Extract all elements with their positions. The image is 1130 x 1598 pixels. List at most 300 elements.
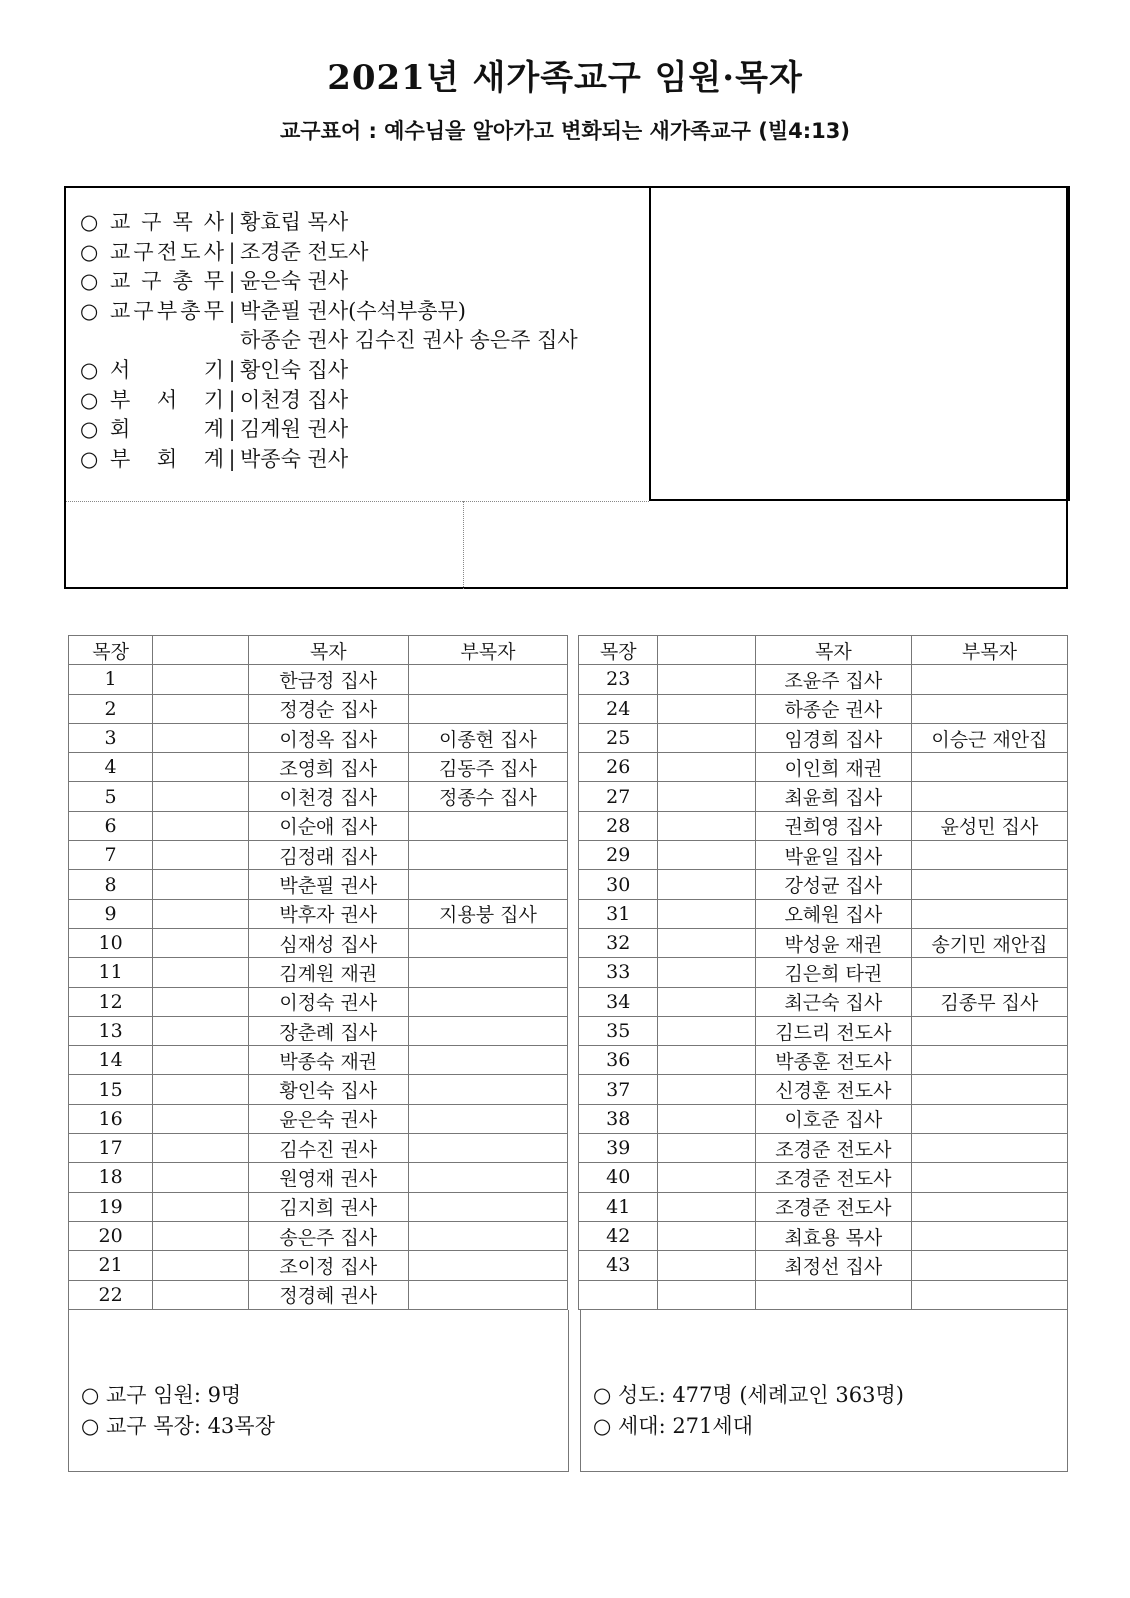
role-char: 무: [203, 298, 224, 323]
blank-cell: [153, 1163, 248, 1192]
leader-cell: 이순애 집사: [248, 811, 408, 840]
assistant-cell: [408, 928, 567, 957]
assistant-cell: [408, 1075, 567, 1104]
assistant-cell: 정종수 집사: [408, 782, 567, 811]
leader-cell: 김은희 타권: [755, 958, 911, 987]
role-char: 기: [203, 357, 224, 382]
leader-cell: 임경희 집사: [755, 723, 911, 752]
officer-name: 윤은숙 권사: [240, 269, 349, 294]
group-number: 26: [579, 753, 658, 782]
group-number: 27: [579, 782, 658, 811]
table-header-row: [69, 636, 1068, 665]
group-number: 35: [579, 1016, 658, 1045]
column-gap: [567, 636, 578, 665]
assistant-cell: [911, 1104, 1067, 1133]
assistant-cell: 윤성민 집사: [911, 811, 1067, 840]
assistant-cell: 이승근 재안집: [911, 723, 1067, 752]
role-char: 총: [180, 298, 201, 323]
blank-cell: [658, 1192, 756, 1221]
officer-row: [80, 445, 578, 475]
table-row: [69, 753, 1068, 782]
leader-cell: [755, 1280, 911, 1309]
group-number: 40: [579, 1163, 658, 1192]
leader-cell: 김드리 전도사: [755, 1016, 911, 1045]
column-gap: [567, 1251, 578, 1280]
table-row: [69, 928, 1068, 957]
column-gap: [567, 665, 578, 694]
blank-cell: [153, 811, 248, 840]
header-blank: [153, 636, 248, 665]
role-char: 구: [141, 269, 162, 294]
blank-cell: [153, 1046, 248, 1075]
table-row: [69, 723, 1068, 752]
column-gap: [567, 1075, 578, 1104]
role-char: 구: [133, 298, 154, 323]
group-number: 7: [69, 841, 153, 870]
assistant-cell: [911, 694, 1067, 723]
table-row: [69, 1280, 1068, 1309]
assistant-cell: [408, 987, 567, 1016]
group-leader-table: [68, 635, 1068, 1310]
assistant-cell: [408, 841, 567, 870]
assistant-cell: [408, 694, 567, 723]
table-row: [69, 665, 1068, 694]
role-separator: |: [228, 387, 236, 412]
leader-cell: 황인숙 집사: [248, 1075, 408, 1104]
group-number: 33: [579, 958, 658, 987]
officer-name: 조경준 전도사: [240, 239, 369, 264]
assistant-cell: [408, 665, 567, 694]
blank-cell: [658, 753, 756, 782]
group-number: [579, 1280, 658, 1309]
officer-name: 하종순 권사 김수진 권사 송은주 집사: [240, 328, 578, 353]
blank-cell: [153, 782, 248, 811]
leader-cell: 조영희 집사: [248, 753, 408, 782]
assistant-cell: [408, 1046, 567, 1075]
officer-role: [110, 415, 224, 445]
column-gap: [567, 723, 578, 752]
group-number: 18: [69, 1163, 153, 1192]
leader-cell: 장춘례 집사: [248, 1016, 408, 1045]
assistant-cell: 지용붕 집사: [408, 899, 567, 928]
leader-cell: 이천경 집사: [248, 782, 408, 811]
circle-bullet-icon: ○: [80, 446, 99, 471]
leader-cell: 이정숙 권사: [248, 987, 408, 1016]
officer-role: [110, 208, 224, 238]
role-char: 서: [110, 357, 131, 382]
group-number: 5: [69, 782, 153, 811]
column-gap: [567, 928, 578, 957]
group-number: 19: [69, 1192, 153, 1221]
leader-cell: 조경준 전도사: [755, 1192, 911, 1221]
column-gap: [567, 1280, 578, 1309]
table-row: [69, 1016, 1068, 1045]
table-row: [69, 899, 1068, 928]
group-number: 34: [579, 987, 658, 1016]
leader-cell: 원영재 권사: [248, 1163, 408, 1192]
leader-cell: 김수진 권사: [248, 1134, 408, 1163]
table-row: [69, 1046, 1068, 1075]
role-char: 목: [172, 210, 193, 234]
group-number: 8: [69, 870, 153, 899]
assistant-cell: [911, 665, 1067, 694]
table-row: [69, 841, 1068, 870]
divider: [66, 501, 649, 502]
assistant-cell: 송기민 재안집: [911, 928, 1067, 957]
summary-officers: ○ 교구 임원: 9명: [81, 1383, 242, 1407]
group-number: 38: [579, 1104, 658, 1133]
assistant-cell: [911, 1134, 1067, 1163]
role-char: 구: [141, 210, 162, 234]
group-number: 15: [69, 1075, 153, 1104]
officer-role: [110, 267, 224, 297]
officer-name: 황인숙 집사: [240, 357, 349, 382]
group-number: 2: [69, 694, 153, 723]
leader-cell: 박후자 권사: [248, 899, 408, 928]
role-char: 회: [156, 446, 178, 471]
blank-cell: [658, 1075, 756, 1104]
table-row: [69, 1075, 1068, 1104]
group-number: 4: [69, 753, 153, 782]
summary-groups: ○ 교구 목장: 43목장: [81, 1414, 275, 1438]
blank-cell: [153, 987, 248, 1016]
assistant-cell: 김종무 집사: [911, 987, 1067, 1016]
officer-name: 황효립 목사: [240, 210, 349, 234]
leader-cell: 박춘필 권사: [248, 870, 408, 899]
group-number: 22: [69, 1280, 153, 1309]
role-char: 부: [110, 446, 131, 471]
column-gap: [567, 1192, 578, 1221]
column-gap: [567, 1046, 578, 1075]
blank-cell: [153, 928, 248, 957]
assistant-cell: [408, 1163, 567, 1192]
role-char: 회: [110, 417, 131, 442]
leader-cell: 강성균 집사: [755, 870, 911, 899]
leader-cell: 한금정 집사: [248, 665, 408, 694]
officer-row: [80, 356, 578, 386]
group-number: 14: [69, 1046, 153, 1075]
role-char: 사: [203, 239, 224, 264]
officer-name: 이천경 집사: [240, 387, 349, 412]
column-gap: [567, 841, 578, 870]
leader-cell: 조경준 전도사: [755, 1134, 911, 1163]
assistant-cell: [911, 1016, 1067, 1045]
table-row: [69, 811, 1068, 840]
leader-cell: 권희영 집사: [755, 811, 911, 840]
column-gap: [567, 899, 578, 928]
leader-cell: 하종순 권사: [755, 694, 911, 723]
leader-cell: 송은주 집사: [248, 1221, 408, 1250]
summary-households: ○ 세대: 271세대: [593, 1414, 753, 1438]
officer-name: 박종숙 권사: [240, 446, 349, 471]
role-char: 기: [203, 387, 224, 412]
role-char: 교: [110, 210, 131, 234]
officer-role: [110, 238, 224, 268]
blank-cell: [658, 1134, 756, 1163]
leader-cell: 최효용 목사: [755, 1221, 911, 1250]
leader-cell: 신경훈 전도사: [755, 1075, 911, 1104]
officer-name: 박춘필 권사(수석부총무): [240, 298, 466, 323]
leader-cell: 정경혜 권사: [248, 1280, 408, 1309]
header-assistant: 부목자: [911, 636, 1067, 665]
officer-role: [110, 356, 224, 386]
blank-cell: [658, 841, 756, 870]
group-number: 30: [579, 870, 658, 899]
group-number: 25: [579, 723, 658, 752]
group-number: 13: [69, 1016, 153, 1045]
officer-row: [80, 297, 578, 327]
header-assistant: 부목자: [408, 636, 567, 665]
role-separator: |: [228, 417, 236, 442]
column-gap: [567, 782, 578, 811]
group-number: 6: [69, 811, 153, 840]
table-row: [69, 1251, 1068, 1280]
blank-cell: [153, 1104, 248, 1133]
leader-cell: 이인희 재권: [755, 753, 911, 782]
assistant-cell: [408, 1280, 567, 1309]
assistant-cell: [911, 899, 1067, 928]
column-gap: [567, 1163, 578, 1192]
blank-cell: [153, 1134, 248, 1163]
blank-cell: [153, 694, 248, 723]
column-gap: [567, 1016, 578, 1045]
officer-list: [80, 208, 578, 474]
blank-cell: [658, 665, 756, 694]
blank-cell: [153, 841, 248, 870]
assistant-cell: [408, 1134, 567, 1163]
assistant-cell: [408, 811, 567, 840]
leader-cell: 김지희 권사: [248, 1192, 408, 1221]
blank-cell: [153, 1221, 248, 1250]
blank-cell: [658, 899, 756, 928]
header-leader: 목자: [755, 636, 911, 665]
assistant-cell: [911, 1251, 1067, 1280]
group-number: 11: [69, 958, 153, 987]
group-number: 41: [579, 1192, 658, 1221]
circle-bullet-icon: ○: [80, 357, 99, 382]
role-separator: |: [228, 239, 236, 264]
role-separator: [224, 326, 240, 356]
group-number: 32: [579, 928, 658, 957]
assistant-cell: [911, 1075, 1067, 1104]
role-separator: |: [228, 298, 236, 323]
role-char: 사: [203, 210, 224, 234]
leader-cell: 윤은숙 권사: [248, 1104, 408, 1133]
assistant-cell: [911, 958, 1067, 987]
role-char: 무: [203, 269, 224, 294]
leader-cell: 정경순 집사: [248, 694, 408, 723]
group-number: 28: [579, 811, 658, 840]
group-number: 1: [69, 665, 153, 694]
summary-members: ○ 성도: 477명 (세례교인 363명): [593, 1383, 904, 1407]
role-char: 교: [110, 298, 131, 323]
blank-cell: [658, 694, 756, 723]
officer-role: [110, 445, 224, 475]
officer-row: [80, 267, 578, 297]
column-gap: [567, 811, 578, 840]
group-number: 42: [579, 1221, 658, 1250]
table-row: [69, 958, 1068, 987]
blank-cell: [658, 811, 756, 840]
role-char: 부: [156, 298, 178, 323]
group-number: 37: [579, 1075, 658, 1104]
group-number: 23: [579, 665, 658, 694]
leader-cell: 김계원 재권: [248, 958, 408, 987]
officer-role: [110, 326, 224, 356]
circle-bullet-icon: ○: [80, 417, 99, 442]
blank-cell: [658, 1251, 756, 1280]
table-row: [69, 1134, 1068, 1163]
leader-cell: 조이정 집사: [248, 1251, 408, 1280]
assistant-cell: [911, 1192, 1067, 1221]
role-char: 교: [110, 239, 131, 264]
table-row: [69, 1104, 1068, 1133]
blank-cell: [658, 1046, 756, 1075]
table-row: [69, 694, 1068, 723]
group-number: 31: [579, 899, 658, 928]
assistant-cell: [408, 1016, 567, 1045]
blank-cell: [658, 928, 756, 957]
assistant-cell: [408, 1221, 567, 1250]
photo-placeholder: [649, 186, 1070, 501]
table-row: [69, 987, 1068, 1016]
blank-cell: [153, 1016, 248, 1045]
assistant-cell: [911, 841, 1067, 870]
circle-bullet-icon: ○: [80, 387, 99, 412]
assistant-cell: 이종현 집사: [408, 723, 567, 752]
assistant-cell: 김동주 집사: [408, 753, 567, 782]
leader-cell: 최근숙 집사: [755, 987, 911, 1016]
role-char: 부: [110, 387, 131, 412]
assistant-cell: [911, 1046, 1067, 1075]
circle-bullet-icon: ○: [80, 210, 99, 234]
blank-cell: [153, 870, 248, 899]
group-number: 12: [69, 987, 153, 1016]
blank-cell: [153, 665, 248, 694]
header-group: 목장: [579, 636, 658, 665]
blank-cell: [658, 723, 756, 752]
role-char: 계: [203, 417, 224, 442]
group-number: 36: [579, 1046, 658, 1075]
leader-cell: 박윤일 집사: [755, 841, 911, 870]
column-gap: [567, 1134, 578, 1163]
blank-cell: [658, 1104, 756, 1133]
blank-cell: [658, 1016, 756, 1045]
leader-cell: 최정선 집사: [755, 1251, 911, 1280]
summary-right: [580, 1310, 1068, 1472]
table-row: [69, 870, 1068, 899]
blank-cell: [658, 958, 756, 987]
header-leader: 목자: [248, 636, 408, 665]
group-number: 17: [69, 1134, 153, 1163]
role-char: 구: [133, 239, 154, 264]
officer-row: [80, 326, 578, 356]
role-char: 교: [110, 269, 131, 294]
page-title: 2021년 새가족교구 임원·목자: [327, 58, 803, 98]
column-gap: [567, 987, 578, 1016]
group-number: 29: [579, 841, 658, 870]
group-number: 3: [69, 723, 153, 752]
officers-box: [64, 186, 1068, 589]
role-separator: |: [228, 269, 236, 294]
blank-cell: [153, 753, 248, 782]
blank-cell: [658, 1221, 756, 1250]
blank-cell: [658, 782, 756, 811]
group-number: 20: [69, 1221, 153, 1250]
assistant-cell: [911, 1221, 1067, 1250]
role-separator: |: [228, 357, 236, 382]
blank-cell: [153, 899, 248, 928]
officer-row: [80, 415, 578, 445]
table-row: [69, 1163, 1068, 1192]
summary-left: [68, 1310, 569, 1472]
group-number: 16: [69, 1104, 153, 1133]
blank-cell: [153, 1251, 248, 1280]
assistant-cell: [408, 1104, 567, 1133]
column-gap: [567, 870, 578, 899]
leader-cell: 오혜원 집사: [755, 899, 911, 928]
role-char: 서: [156, 387, 178, 412]
column-gap: [567, 753, 578, 782]
circle-bullet-icon: ○: [80, 239, 99, 264]
column-gap: [567, 1104, 578, 1133]
assistant-cell: [911, 753, 1067, 782]
group-number: 21: [69, 1251, 153, 1280]
assistant-cell: [911, 1163, 1067, 1192]
circle-bullet-icon: ○: [80, 298, 99, 323]
leader-cell: 박종숙 재권: [248, 1046, 408, 1075]
header-blank: [658, 636, 756, 665]
leader-cell: 김정래 집사: [248, 841, 408, 870]
officer-row: [80, 238, 578, 268]
group-number: 39: [579, 1134, 658, 1163]
blank-cell: [153, 1280, 248, 1309]
header-group: 목장: [69, 636, 153, 665]
blank-cell: [658, 987, 756, 1016]
role-char: 전: [156, 239, 178, 264]
assistant-cell: [911, 782, 1067, 811]
assistant-cell: [408, 1192, 567, 1221]
assistant-cell: [408, 958, 567, 987]
column-gap: [567, 1221, 578, 1250]
table-row: [69, 782, 1068, 811]
officer-role: [110, 386, 224, 416]
group-number: 43: [579, 1251, 658, 1280]
role-char: 계: [203, 446, 224, 471]
assistant-cell: [911, 1280, 1067, 1309]
blank-cell: [153, 958, 248, 987]
assistant-cell: [408, 1251, 567, 1280]
circle-bullet-icon: [80, 326, 110, 356]
leader-cell: 조윤주 집사: [755, 665, 911, 694]
role-char: 도: [180, 239, 201, 264]
officer-name: 김계원 권사: [240, 417, 349, 442]
assistant-cell: [911, 870, 1067, 899]
leader-cell: 박성윤 재권: [755, 928, 911, 957]
officer-row: [80, 386, 578, 416]
group-number: 9: [69, 899, 153, 928]
blank-cell: [153, 1075, 248, 1104]
blank-cell: [153, 723, 248, 752]
assistant-cell: [408, 870, 567, 899]
column-gap: [567, 958, 578, 987]
column-gap: [567, 694, 578, 723]
district-motto: 교구표어 : 예수님을 알아가고 변화되는 새가족교구 (빌4:13): [280, 119, 850, 143]
group-number: 24: [579, 694, 658, 723]
leader-cell: 이정옥 집사: [248, 723, 408, 752]
divider: [463, 501, 464, 589]
role-separator: |: [228, 446, 236, 471]
